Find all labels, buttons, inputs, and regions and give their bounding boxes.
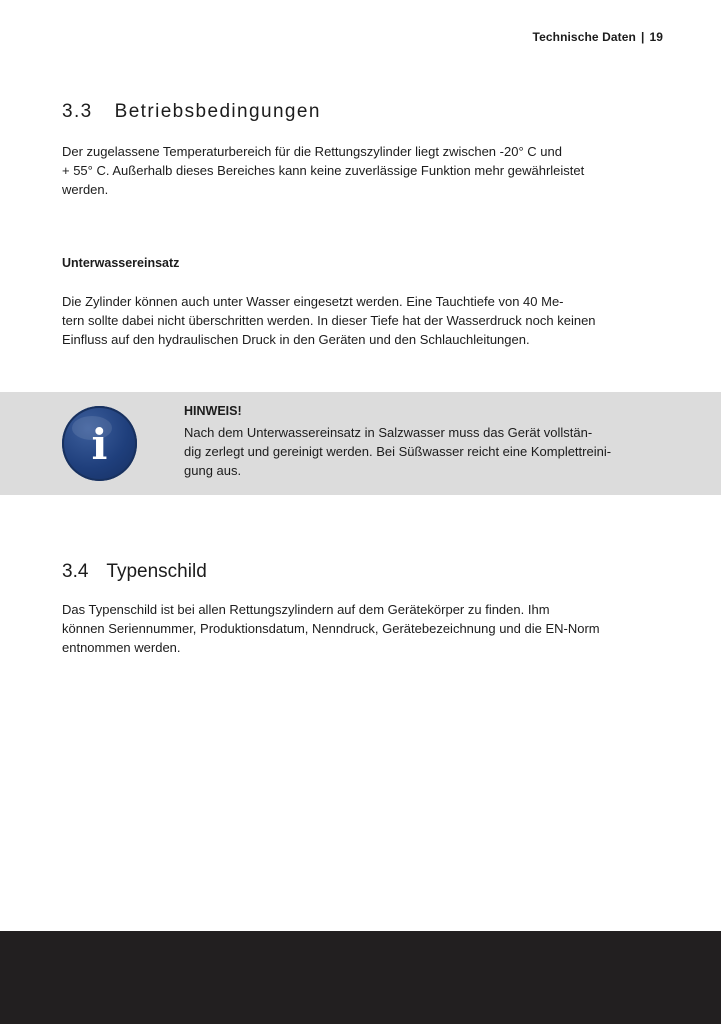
paragraph-line: + 55° C. Außerhalb dieses Bereiches kann keine zuverlässige Funktion mehr gewährleistet xyxy=(62,163,585,178)
paragraph-line: Einfluss auf den hydraulischen Druck in den Geräten und den Schlauchleitungen. xyxy=(62,332,530,347)
info-icon-letter: i xyxy=(91,420,108,469)
running-header xyxy=(533,30,663,44)
header-section-title: Technische Daten xyxy=(532,30,636,44)
note-line: dig zerlegt und gereinigt werden. Bei Süßwasser reicht eine Komplettreini- xyxy=(184,444,612,459)
section-heading-3-4 xyxy=(62,561,207,583)
section-number: 3.3 xyxy=(62,101,93,122)
section-title: Typenschild xyxy=(106,561,207,582)
note-title: HINWEIS! xyxy=(184,404,242,418)
footer-bar xyxy=(0,931,721,1024)
underwater-subheading: Unterwassereinsatz xyxy=(62,256,180,270)
operating-conditions-paragraph xyxy=(62,142,662,199)
paragraph-line: können Seriennummer, Produktionsdatum, Nenndruck, Gerätebezeichnung und die EN-Norm xyxy=(62,621,600,636)
info-icon xyxy=(62,406,137,481)
paragraph-line: Das Typenschild ist bei allen Rettungszylindern auf dem Gerätekörper zu finden. Ihm xyxy=(62,602,550,617)
paragraph-line: werden. xyxy=(62,182,109,197)
paragraph-line: Der zugelassene Temperaturbereich für die Rettungszylinder liegt zwischen -20° C und xyxy=(62,144,562,159)
section-heading-3-3 xyxy=(62,101,321,123)
note-line: gung aus. xyxy=(184,463,242,478)
underwater-paragraph xyxy=(62,292,662,349)
page-number: 19 xyxy=(649,30,663,44)
note-line: Nach dem Unterwassereinsatz in Salzwasser muss das Gerät vollstän- xyxy=(184,425,593,440)
section-title: Betriebsbedingungen xyxy=(114,101,321,122)
section-number: 3.4 xyxy=(62,561,89,582)
paragraph-line: tern sollte dabei nicht überschritten werden. In dieser Tiefe hat der Wasserdruck noch keinen xyxy=(62,313,596,328)
info-icon-glyph xyxy=(62,406,137,481)
paragraph-line: Die Zylinder können auch unter Wasser eingesetzt werden. Eine Tauchtiefe von 40 Me- xyxy=(62,294,564,309)
type-plate-paragraph xyxy=(62,600,662,657)
paragraph-line: entnommen werden. xyxy=(62,640,181,655)
note-body xyxy=(184,423,664,480)
header-separator: | xyxy=(640,30,645,44)
